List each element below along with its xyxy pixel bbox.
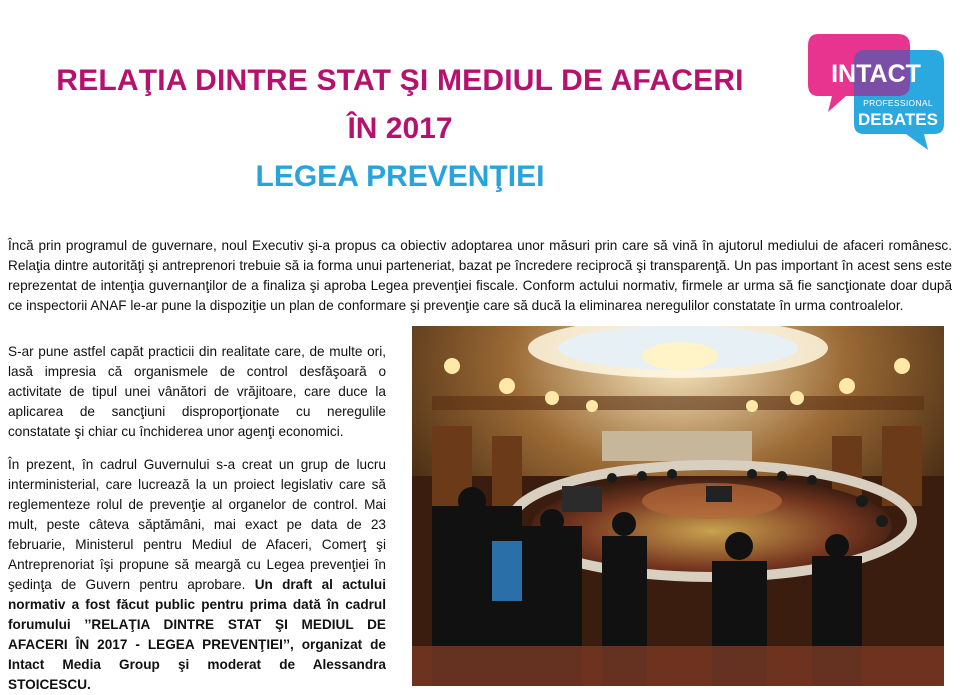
conference-photo-illustration	[412, 326, 944, 686]
intact-professional-debates-logo	[806, 32, 946, 152]
highlighted-text: Un draft al actului normativ a fost făcut public pentru prima dată în cadrul forumului ’’RELAŢIA DINTRE STAT ŞI MEDIUL DE AFACERI ÎN 2017 - LEGEA PREVENŢIEI’’, organizat de Intact Media Group şi moderat de Alessandra STOICESCU.	[8, 577, 387, 692]
svg-text:DEBATES: DEBATES	[858, 110, 938, 129]
third-paragraph: În prezent, în cadrul Guvernului s-a creat un grup de lucru interministerial, care lucrează la un proiect legislativ care să reglementeze rolul de prevenţie al organelor de control. Mai mult, peste câteva săptămâni, mai exact pe data de 23 februarie, Ministerul pentru Mediul de Afaceri, Comerţ şi Antreprenoriat îşi propune să meargă cu Legea prevenţiei în şedinţa de Guvern pentru aprobare. Un draft al actului normativ a fost făcut public pentru prima dată în cadrul forumului ’’RELAŢIA DINTRE STAT ŞI MEDIUL DE AFACERI ÎN 2017 - LEGEA PREVENŢIEI’’, organizat de Intact Media Group şi moderat de Alessandra STOICESCU.	[8, 457, 387, 692]
subtitle: LEGEA PREVENŢIEI	[255, 160, 545, 193]
intro-paragraph: Încă prin programul de guvernare, noul Executiv şi-a propus ca obiectiv adoptarea unor măsuri prin care să vină în ajutorul mediului de afaceri românesc. Relaţia dintre autorităţi şi antreprenori trebuie să ia forma unui parteneriat, bazat pe încredere reciprocă şi transparenţă. Un pas important în acest sens este reprezentat de intenţia guvernanţilor de a finaliza şi aproba Legea prevenţiei fiscale. Conform actului normativ, firmele ar urma să fie sancţionate doar după ce inspectorii ANAF le-ar pune la dispoziţie un plan de conformare şi prevenţie care să ducă la eliminarea neregulilor constatate în urma controalelor.	[8, 238, 952, 313]
title-line-2: ÎN 2017	[347, 112, 453, 145]
title-line-1: RELAŢIA DINTRE STAT ŞI MEDIUL DE AFACERI	[56, 64, 744, 97]
conference-hall-photo	[412, 326, 944, 686]
svg-text:PROFESSIONAL: PROFESSIONAL	[863, 98, 933, 108]
svg-text:INTACT: INTACT	[831, 60, 921, 88]
second-paragraph: S-ar pune astfel capăt practicii din realitate care, de multe ori, lasă impresia că organismele de control desfăşoară o activitate de tipul unei vânători de vrăjitoare, care duce la aplicarea de sancţiuni disproporţionate cu neregulile constatate şi chiar cu închiderea unor agenţi economici.	[8, 344, 386, 439]
